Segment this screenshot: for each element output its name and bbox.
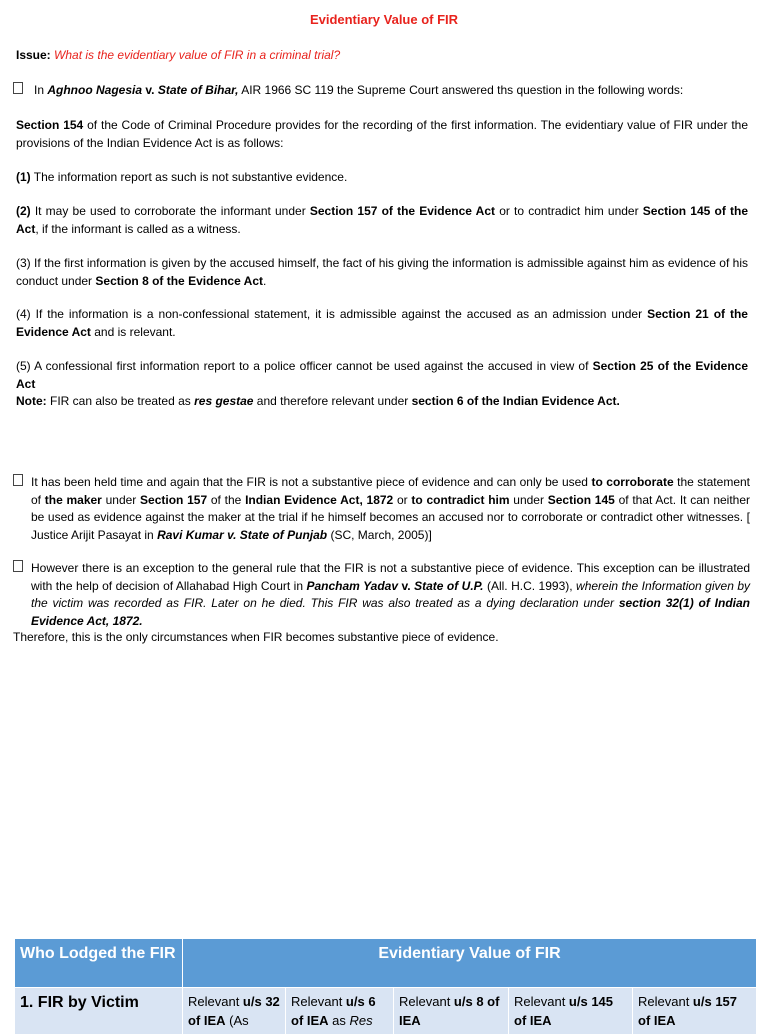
point-2: (2) It may be used to corroborate the informant under Section 157 of the Evidence Act or to contradict him under Section 145 of the Act, if the informant is called as a witness. <box>16 204 748 236</box>
table-cell: Relevant u/s 32 of IEA (As <box>183 988 286 1035</box>
page-title: Evidentiary Value of FIR <box>309 12 459 27</box>
bullet-box-icon <box>13 82 23 101</box>
issue-question: What is the evidentiary value of FIR in a criminal trial? <box>54 48 341 62</box>
bullet-box-icon <box>13 560 23 579</box>
paragraph-exception: However there is an exception to the general rule that the FIR is not a substantive piece of evidence. This exception can be illustrated with the help of decision of Allahabad High Court in Pancham Yadav v. State of U.P. (All. H.C. 1993), wherein the Information given by the victim was recorded as FIR. Later on he died. This FIR was also treated as a dying declaration under section 32(1) of Indian Evidence Act, 1872. <box>31 561 751 628</box>
bullet-box-icon <box>13 474 23 493</box>
conclusion: Therefore, this is the only circumstances when FIR becomes substantive piece of evidence. <box>13 630 499 644</box>
table-cell: Relevant u/s 157 of IEA <box>633 988 757 1035</box>
paragraph-held-time: It has been held time and again that the FIR is not a substantive piece of evidence and can only be used to corroborate the statement of the maker under Section 157 of the Indian Evidence Act, 1872 or to contradict him under Section 145 of that Act. It can neither be used as evidence against the maker at the trial if he himself becomes an accused nor to corroborate or contradict other witnesses. [ Justice Arijit Pasayat in Ravi Kumar v. State of Punjab (SC, March, 2005)] <box>31 475 751 542</box>
point-1: (1) The information report as such is not substantive evidence. <box>16 170 348 184</box>
row-label-fir-by-victim: 1. FIR by Victim <box>15 988 183 1035</box>
case-name: Aghnoo Nagesia <box>47 83 143 97</box>
case-name-2: State of Bihar, <box>157 83 239 97</box>
table-row <box>15 988 757 1035</box>
issue-line <box>16 47 748 65</box>
note-label: Note: <box>16 394 47 408</box>
table-cell: Relevant u/s 8 of IEA <box>394 988 509 1035</box>
evidentiary-value-table <box>14 938 757 1035</box>
header-evidentiary-value: Evidentiary Value of FIR <box>183 939 757 988</box>
point-3: (3) If the first information is given by the accused himself, the fact of his giving the information is admissible against him as evidence of his conduct under Section 8 of the Evidence Act. <box>16 256 748 288</box>
table-header-row <box>15 939 757 988</box>
table-cell: Relevant u/s 145 of IEA <box>509 988 633 1035</box>
issue-label: Issue: <box>16 48 51 62</box>
intro-line: In Aghnoo Nagesia v. State of Bihar, AIR 1966 SC 119 the Supreme Court answered ths question in the following words: <box>34 83 684 97</box>
point-4: (4) If the information is a non-confessional statement, it is admissible against the accused as an admission under Section 21 of the Evidence Act and is relevant. <box>16 307 748 339</box>
section-154-paragraph: Section 154 of the Code of Criminal Procedure provides for the recording of the first information. The evidentiary value of FIR under the provisions of the Indian Evidence Act is as follows: <box>16 118 748 150</box>
table-cell: Relevant u/s 6 of IEA as Res <box>286 988 394 1035</box>
point-5: (5) A confessional first information report to a police officer cannot be used against the accused in view of Section 25 of the Evidence Act Note: FIR can also be treated as res gestae and therefore relevant under section 6 of the Indian Evidence Act. <box>16 359 749 408</box>
header-who-lodged: Who Lodged the FIR <box>15 939 183 988</box>
